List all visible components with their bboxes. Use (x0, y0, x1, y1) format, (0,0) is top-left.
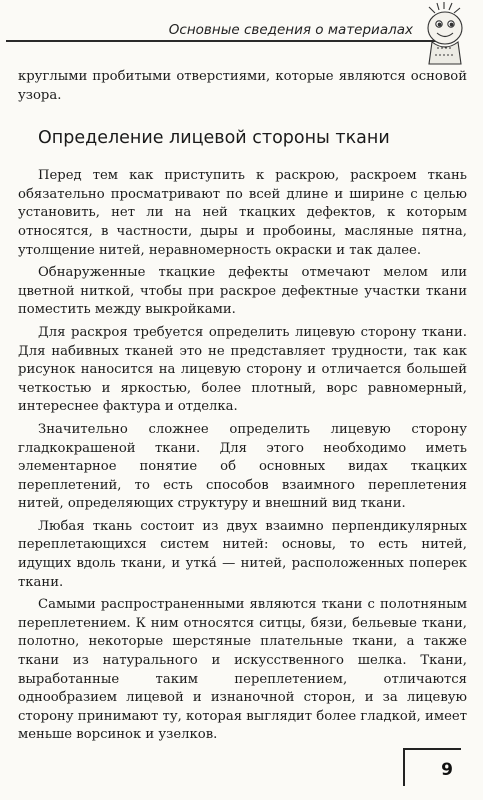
running-header: Основные сведения о материалах (168, 22, 413, 38)
header-rule (6, 40, 446, 42)
paragraph: Обнаруженные ткацкие дефекты отмечают мелом или цветной ниткой, чтобы при раскрое дефектные участки ткани поместить между выкройками. (18, 265, 467, 318)
cartoon-character-icon (417, 2, 475, 68)
main-text (18, 68, 467, 745)
section-heading: Определение лицевой стороны ткани (38, 128, 390, 149)
intro-fragment: круглыми пробитыми отверстиями, которые являются основой узора. (18, 69, 467, 103)
paragraph: Любая ткань состоит из двух взаимно перпендикулярных переплетающихся систем нитей: основы, то есть нитей, идущих вдоль ткани, и утка́ — нитей, расположенных поперек ткани. (18, 518, 467, 590)
paragraph: Самыми распространенными являются ткани с полотняным переплетением. К ним относятся ситцы, бязи, бельевые ткани, полотно, некоторые шерстяные плательные ткани, а также ткани из натурального и искусственного шелка. Ткани, выработанные таким переплетением, отличаются однообразием лицевой и изнаночной сторон, и за лицевую сторону принимают ту, которая выглядит более гладкой, имеет меньше ворсинок и узелков. (18, 597, 467, 743)
paragraph: Перед тем как приступить к раскрою, раскроем ткань обязательно просматривают по всей длине и ширине с целью установить, нет ли на ней ткацких дефектов, к которым относятся, в частности, дыры и пробоины, масляные пятна, утолщение нитей, неравномерность окраски и так далее. (18, 168, 467, 258)
paragraph: Значительно сложнее определить лицевую сторону гладкокрашеной ткани. Для этого необходимо иметь элементарное понятие об основных видах ткацких переплетений, то есть способов взаимного переплетения нитей, определяющих структуру и внешний вид ткани. (18, 421, 467, 512)
page-number: 9 (441, 760, 453, 780)
paragraph: Для раскроя требуется определить лицевую сторону ткани. Для набивных тканей это не представляет трудности, так как рисунок наносится на лицевую сторону и отличается большей четкостью и яркостью, более плотный, ворс равномерный, интереснее фактура и отделка. (18, 324, 467, 415)
